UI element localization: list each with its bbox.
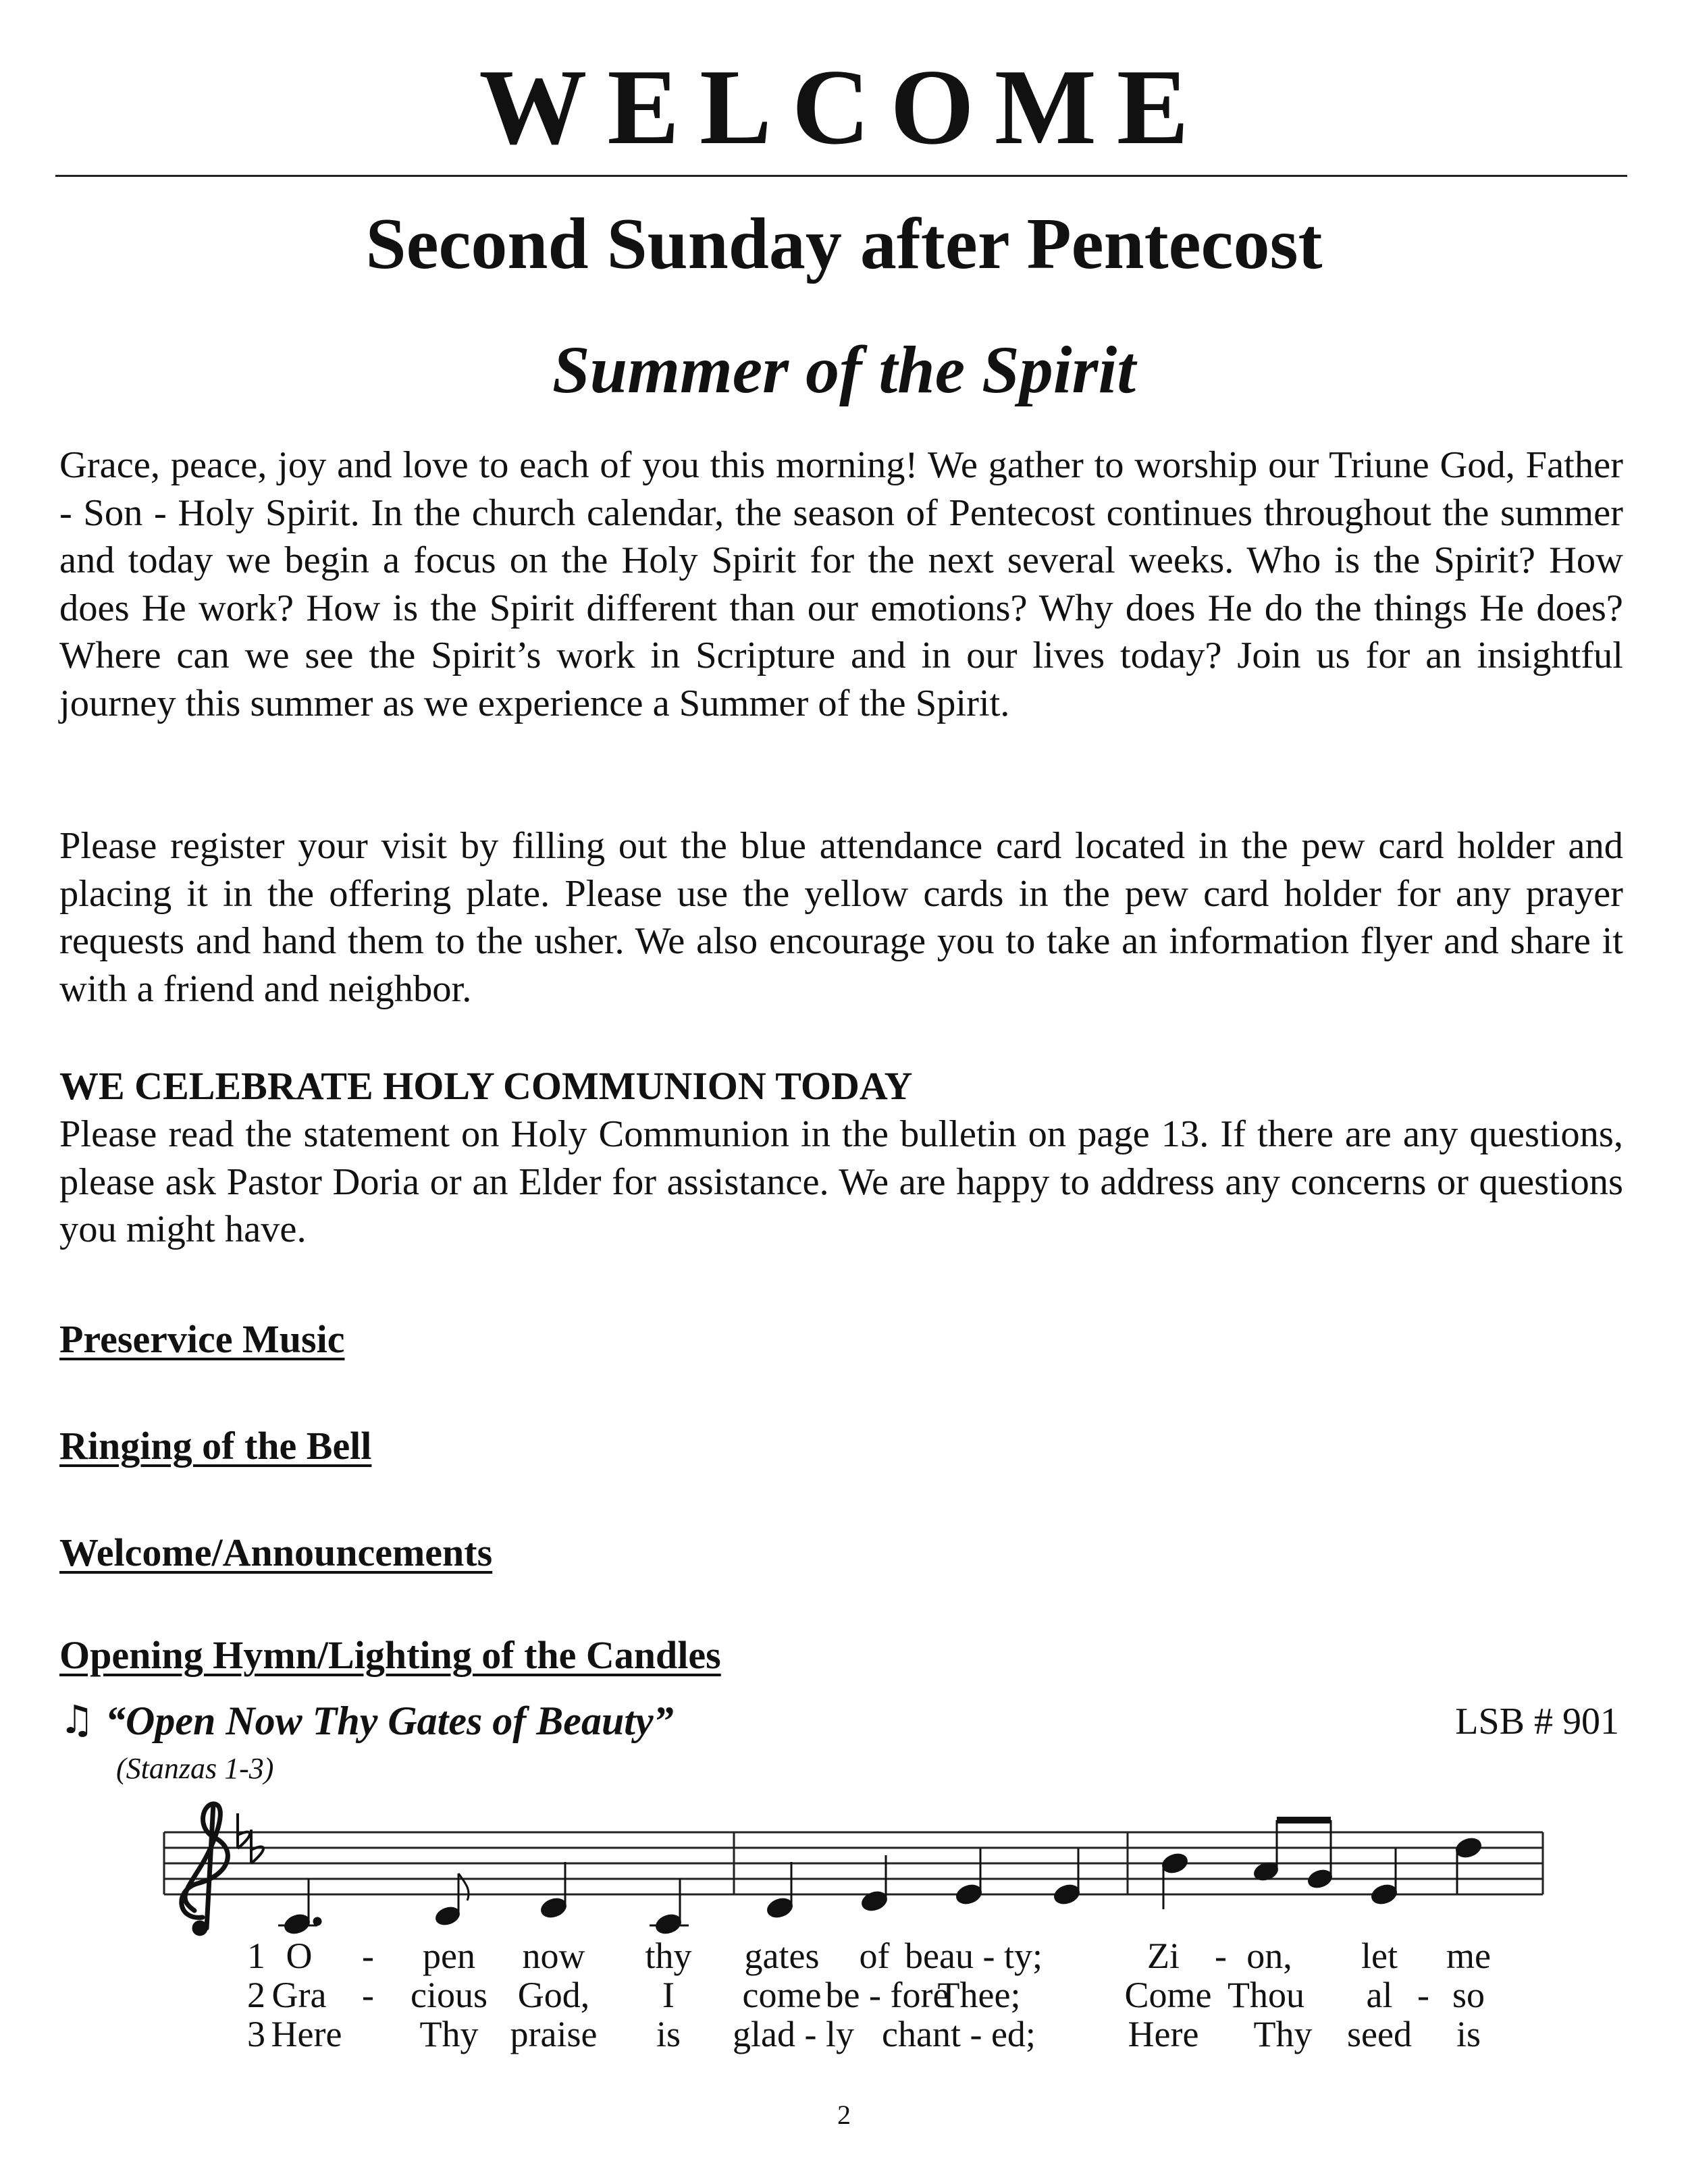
staff-lines <box>164 1832 1543 1894</box>
music-note-icon: ♫ <box>59 1697 95 1742</box>
section-welcome-announcements: Welcome/Announcements <box>59 1530 493 1574</box>
registration-paragraph: Please register your visit by filling out the blue attendance card located in the pew card holder and placing it in the offering plate. Please use the yellow cards in the pew card holder for any prayer requests and hand them to the usher. We also encourage you to take an information flyer and share it with a friend and neighbor. <box>59 825 1623 1010</box>
lyric-syllable: Here <box>271 2014 342 2054</box>
lyric-syllable: so <box>1452 1975 1485 2015</box>
lyric-syllable: chant - ed; <box>882 2014 1036 2054</box>
lyric-syllable: I <box>662 1975 675 2015</box>
section-opening-hymn: Opening Hymn/Lighting of the Candles <box>59 1633 721 1677</box>
note <box>1454 1836 1483 1894</box>
note <box>654 1878 683 1936</box>
lyric-syllable: on, <box>1246 1936 1292 1976</box>
lyric-syllable: me <box>1446 1936 1491 1976</box>
lyric-syllable: let <box>1361 1936 1398 1976</box>
verse-number: 1 <box>247 1936 265 1976</box>
hymn-number: LSB # 901 <box>1455 1701 1619 1742</box>
note <box>434 1873 469 1927</box>
note <box>955 1848 983 1906</box>
lyric-syllable: Gra <box>271 1975 327 2015</box>
section-ringing-of-the-bell: Ringing of the Bell <box>59 1424 372 1468</box>
lyric-syllable: of <box>859 1936 890 1976</box>
lyric-syllable: thy <box>645 1936 692 1976</box>
lyric-syllable: glad - ly <box>733 2014 854 2054</box>
lyric-syllable: - <box>362 1975 374 2015</box>
lyric-syllable: Thee; <box>937 1975 1021 2015</box>
note <box>1307 1820 1333 1890</box>
flat-signs <box>238 1813 263 1863</box>
note <box>1370 1848 1398 1906</box>
page-subtitle: Summer of the Spirit <box>552 332 1136 407</box>
lyric-syllable: Zi <box>1147 1936 1180 1976</box>
lyric-syllable: pen <box>423 1936 475 1976</box>
note <box>766 1862 794 1919</box>
lyric-syllable: Thou <box>1228 1975 1304 2015</box>
treble-clef-icon <box>182 1804 228 1934</box>
lyric-syllable: Thy <box>419 2014 479 2054</box>
lyric-syllable: Come <box>1124 1975 1212 2015</box>
lyric-syllable: is <box>656 2014 681 2054</box>
note <box>539 1862 568 1919</box>
lyric-syllable: praise <box>510 2014 598 2054</box>
lyric-syllable: God, <box>517 1975 590 2015</box>
verse-number: 3 <box>247 2014 265 2054</box>
lyric-syllable: now <box>522 1936 585 1976</box>
lyric-syllable: - <box>1417 1975 1429 2015</box>
lyric-syllable: is <box>1456 2014 1481 2054</box>
page-number: 2 <box>837 2100 851 2130</box>
lyric-syllable: cious <box>411 1975 487 2015</box>
welcome-paragraph: Grace, peace, joy and love to each of you this morning! We gather to worship our Triune God, Father - Son - Holy Spirit. In the church calendar, the season of Pentecost continues throughout the summer and today we begin a focus on the Holy Spirit for the next several weeks. Who is the Spirit? How does He work? How is the Spirit different than our emotions? Why does He do the things He does? Where can we see the Spirit’s work in Scripture and in our lives today? Join us for an insightful journey this summer as we experience a Summer of the Spirit. <box>59 444 1623 724</box>
lyric-syllable: Thy <box>1253 2014 1313 2054</box>
lyric-syllable: Here <box>1128 2014 1199 2054</box>
lyric-syllable: gates <box>744 1936 820 1976</box>
note <box>1053 1848 1081 1906</box>
lyric-syllable: beau - ty; <box>905 1936 1043 1976</box>
hymn-stanzas: (Stanzas 1-3) <box>116 1752 274 1785</box>
lyric-syllable: seed <box>1347 2014 1412 2054</box>
lyric-syllable: come <box>742 1975 822 2015</box>
welcome-heading: WELCOME <box>479 47 1209 167</box>
note <box>1161 1852 1189 1909</box>
lyric-syllable: - <box>362 1936 374 1976</box>
lyric-syllable: al <box>1366 1975 1393 2015</box>
communion-heading: WE CELEBRATE HOLY COMMUNION TODAY <box>59 1064 913 1108</box>
lyric-syllable: be - fore <box>825 1975 949 2015</box>
verse-number: 2 <box>247 1975 265 2015</box>
page-title: Second Sunday after Pentecost <box>365 204 1323 284</box>
section-preservice-music: Preservice Music <box>59 1317 345 1361</box>
communion-paragraph: Please read the statement on Holy Communion in the bulletin on page 13. If there are any questions, please ask Pastor Doria or an Elder for assistance. We are happy to address any concerns or questions you might have. <box>59 1113 1623 1250</box>
lyric-syllable: - <box>1215 1936 1227 1976</box>
note <box>283 1878 321 1936</box>
lyric-syllable: O <box>286 1936 313 1976</box>
note <box>1252 1820 1279 1882</box>
hymn-title: “Open Now Thy Gates of Beauty” <box>105 1699 674 1743</box>
